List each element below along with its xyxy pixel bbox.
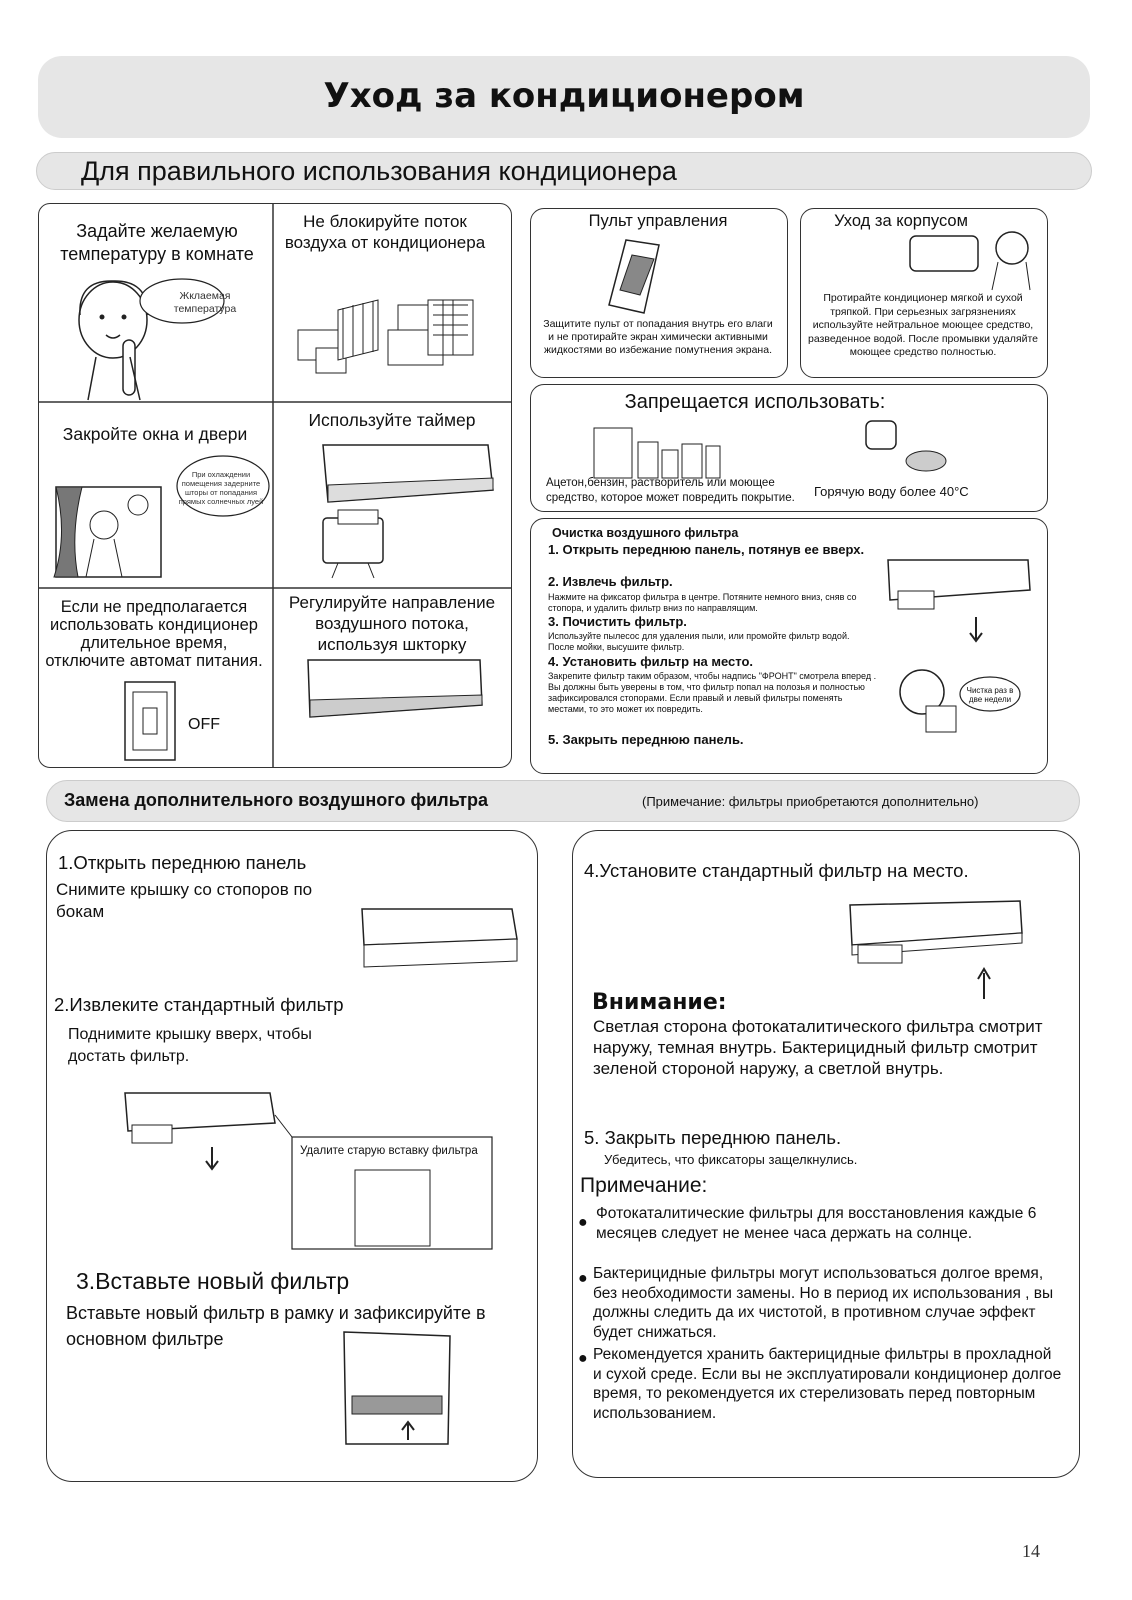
- tip-temperature-bubble: Жклаемая температура: [173, 290, 237, 315]
- body-care-text: Протирайте кондиционер мягкой и сухой тряпкой. При серьезных загрязнениях используйте нейтральное моющее средство, разведенное водой. После промывки удаляйте моющее средство полностью.: [807, 292, 1039, 358]
- circuit-breaker-illustration: [125, 682, 185, 762]
- repl-step2-text: Поднимите крышку вверх, чтобы достать фильтр.: [68, 1026, 312, 1065]
- remote-wipe-illustration: [604, 235, 674, 315]
- forbidden-title: Запрещается использовать:: [624, 391, 886, 413]
- tip-windows-title: Закройте окна и двери: [62, 424, 248, 444]
- tip-louver-title: Регулируйте направление воздушного потока, используя шкторку: [288, 593, 496, 654]
- replacement-title: Замена дополнительного воздушного фильтра: [64, 790, 489, 810]
- insert-filter-illustration: [338, 1328, 463, 1450]
- note-2: Бактерицидные фильтры могут использоваться долгое время, без необходимости замены. Но в период их использования , вы должны следить да их чистотой, в противном случае эффект будет снижаться.: [593, 1265, 1054, 1341]
- subtitle-band: [36, 152, 1092, 190]
- note-1: Фотокаталитические фильтры для восстановления каждые 6 месяцев следует не менее часа держать на солнце.: [596, 1205, 1037, 1242]
- forbidden-chemicals-text: Ацетон,бензин, растворитель или моющее средство, которое может повредить покрытие.: [546, 477, 795, 504]
- note-bullet-2: ●: [578, 1270, 588, 1287]
- timer-ac-illustration: [318, 440, 498, 580]
- repl-step2-callout: Удалите старую вставку фильтра: [300, 1145, 478, 1157]
- repl-step3-title: 3.Вставьте новый фильтр: [76, 1268, 350, 1294]
- page-title-band: [38, 56, 1090, 138]
- repl-step1-title: 1.Открыть переднюю панель: [58, 852, 307, 873]
- blocked-airflow-illustration: [288, 290, 503, 380]
- note-bullet-3: ●: [578, 1350, 588, 1367]
- page-number: 14: [1022, 1541, 1040, 1561]
- filter-step3-text: Используйте пылесос для удаления пыли, или промойте фильтр водой. После мойки, высушите фильтр.: [548, 631, 850, 652]
- page-subtitle: Для правильного использования кондиционера: [81, 156, 677, 186]
- wipe-body-illustration: [902, 226, 1032, 292]
- filter-cleaning-bubble: Чистка раз в две недели: [966, 686, 1014, 704]
- install-filter-illustration: [840, 895, 1030, 1005]
- remote-text: Защитите пульт от попадания внутрь его влаги и не протирайте экран химически активными жидкостями во избежание помутнения экрана.: [543, 318, 773, 356]
- louver-ac-illustration: [300, 655, 500, 725]
- filter-step2: 2. Извлечь фильтр.: [548, 574, 673, 589]
- notes-title: Примечание:: [580, 1174, 708, 1197]
- repl-step1-text: Снимите крышку со стопоров по бокам: [56, 880, 313, 921]
- tip-windows-bubble: При охлаждении помещения задерните шторы от попадания прямых солнечных луей: [178, 470, 264, 506]
- chemical-bottles-illustration: [590, 420, 725, 478]
- filter-step5: 5. Закрыть переднюю панель.: [548, 732, 744, 747]
- hot-kettle-illustration: [860, 415, 950, 477]
- tip-power-title: Если не предполагается использовать кондиционер длительное время, отключите автомат питания.: [45, 598, 263, 670]
- attention-title: Внимание:: [592, 990, 727, 1015]
- filter-step1: 1. Открыть переднюю панель, потянув ее вверх.: [548, 542, 865, 557]
- repl-step3-text: Вставьте новый фильтр в рамку и зафиксируйте в основном фильтре: [66, 1303, 486, 1349]
- body-care-title: Уход за корпусом: [834, 212, 968, 230]
- replacement-note: (Примечание: фильтры приобретаются дополнительно): [642, 794, 979, 809]
- note-bullet-1: ●: [578, 1214, 588, 1231]
- repl-step5-title: 5. Закрыть переднюю панель.: [584, 1127, 842, 1148]
- open-panel-illustration: [352, 905, 532, 969]
- filter-step4-text: Закрепите фильтр таким образом, чтобы надпись "ФРОНТ" смотрела вперед . Вы должны быть уверены в том, что фильтр попал на полозья и полностью зафиксировался стопорами. Если правый и левый фильтры поменять местами, то это может их повредить.: [548, 671, 877, 714]
- tip-timer-title: Используйте таймер: [308, 410, 476, 430]
- attention-text: Светлая сторона фотокаталитического фильтра смотрит наружу, темная внутрь. Бактерицидный фильтр смотрит зеленой стороной наружу, а светлой внутрь.: [593, 1017, 1043, 1078]
- filter-step3: 3. Почистить фильтр.: [548, 614, 687, 629]
- filter-cleaning-title: Очистка воздушного фильтра: [552, 526, 739, 540]
- breaker-off-label: OFF: [188, 716, 220, 733]
- forbidden-hot-water-text: Горячую воду более 40°C: [814, 484, 969, 499]
- repl-step2-title: 2.Извлеките стандартный фильтр: [54, 994, 344, 1015]
- repl-step5-text: Убедитесь, что фиксаторы защелкнулись.: [604, 1152, 858, 1167]
- note-3: Рекомендуется хранить бактерицидные фильтры в прохладной и сухой среде. Если вы не эксплуатировали кондиционер долгое время, то рекомендуется их стерелизовать перед повторным использованием.: [593, 1346, 1062, 1422]
- page-title: Уход за кондиционером: [323, 76, 805, 116]
- repl-step4-title: 4.Установите стандартный фильтр на место.: [584, 860, 969, 881]
- tip-airflow-title: Не блокируйте поток воздуха от кондиционера: [284, 212, 486, 252]
- remove-filter-illustration: [110, 1085, 500, 1250]
- tip-temperature-title: Задайте желаемую температуру в комнате: [60, 221, 254, 264]
- filter-step2-text: Нажмите на фиксатор фильтра в центре. Потяните немного вниз, сняв со стопора, и удалить фильтр вниз по направлящим.: [548, 592, 857, 613]
- remote-title: Пульт управления: [588, 212, 728, 230]
- filter-remove-illustration: [880, 555, 1040, 645]
- filter-step4: 4. Установить фильтр на место.: [548, 654, 754, 669]
